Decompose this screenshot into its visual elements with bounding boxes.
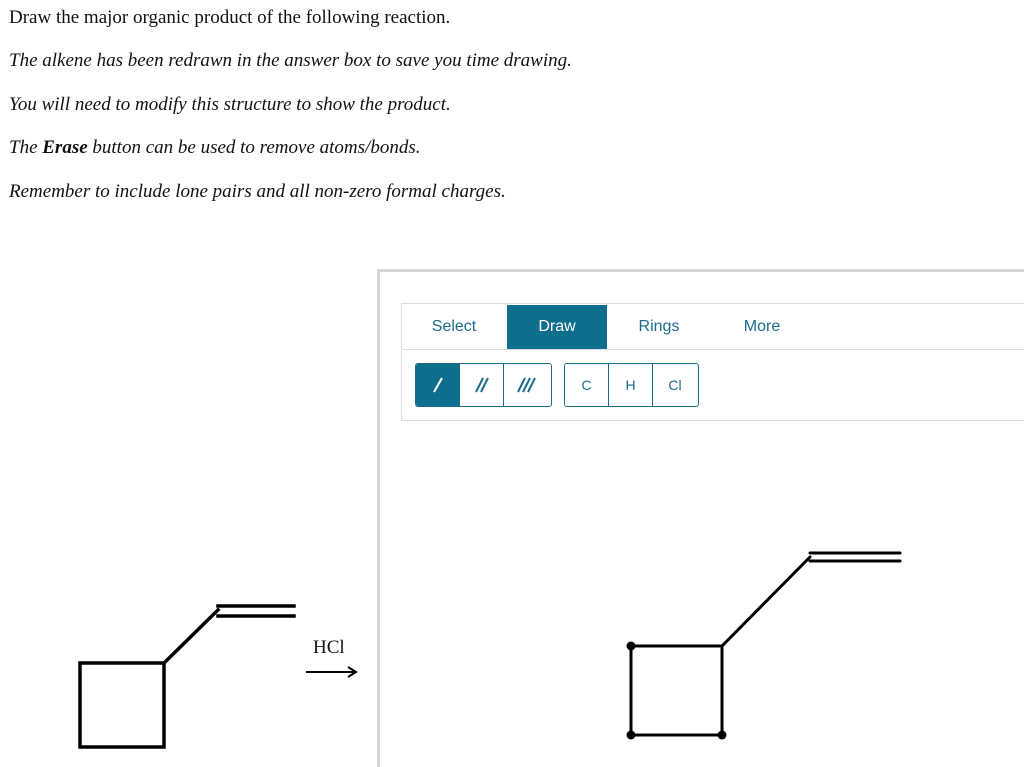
canvas-atom-dot[interactable]: [627, 731, 636, 740]
atom-tool-group: [564, 363, 699, 407]
atom-carbon-button[interactable]: C: [565, 364, 609, 406]
tab-more[interactable]: More: [743, 318, 781, 335]
instruction-erase-suffix: button can be used to remove atoms/bonds.: [87, 137, 421, 158]
canvas-single-bond: [722, 557, 810, 646]
atom-hydrogen-button[interactable]: H: [609, 364, 653, 406]
double-bond-button[interactable]: [460, 364, 504, 406]
editor-tabs: [402, 304, 1024, 350]
structure-editor-toolbar: [401, 303, 1024, 421]
reaction-arrow-icon: [304, 664, 364, 680]
triple-bond-icon: [514, 375, 538, 395]
instruction-erase-prefix: The: [9, 137, 43, 158]
reagent-label: HCl: [313, 637, 345, 658]
double-bond-icon: [471, 375, 493, 395]
canvas-atom-dot[interactable]: [718, 731, 727, 740]
single-bond-button[interactable]: [416, 364, 460, 406]
canvas-structure[interactable]: [600, 540, 920, 760]
canvas-cyclobutane-ring: [631, 646, 722, 735]
tab-rings[interactable]: Rings: [638, 318, 680, 335]
bond-tool-group: [415, 363, 552, 407]
instruction-erase: [9, 137, 420, 159]
tab-draw[interactable]: Draw: [507, 305, 607, 349]
reactant-single-bond: [164, 610, 218, 663]
instruction-alkene-redrawn: The alkene has been redrawn in the answer box to save you time drawing.: [9, 50, 572, 71]
instruction-erase-bold: Erase: [42, 137, 88, 158]
single-bond-icon: [428, 375, 448, 395]
canvas-atom-dot[interactable]: [627, 642, 636, 651]
instruction-lone-pairs: Remember to include lone pairs and all non-zero formal charges.: [9, 181, 506, 202]
triple-bond-button[interactable]: [504, 364, 548, 406]
question-prompt: Draw the major organic product of the following reaction.: [9, 7, 451, 28]
reactant-cyclobutane-ring: [80, 663, 164, 747]
reactant-structure: [60, 590, 320, 760]
atom-chlorine-button[interactable]: Cl: [653, 364, 697, 406]
instruction-modify-structure: You will need to modify this structure to show the product.: [9, 94, 451, 115]
tab-select[interactable]: Select: [431, 318, 477, 335]
